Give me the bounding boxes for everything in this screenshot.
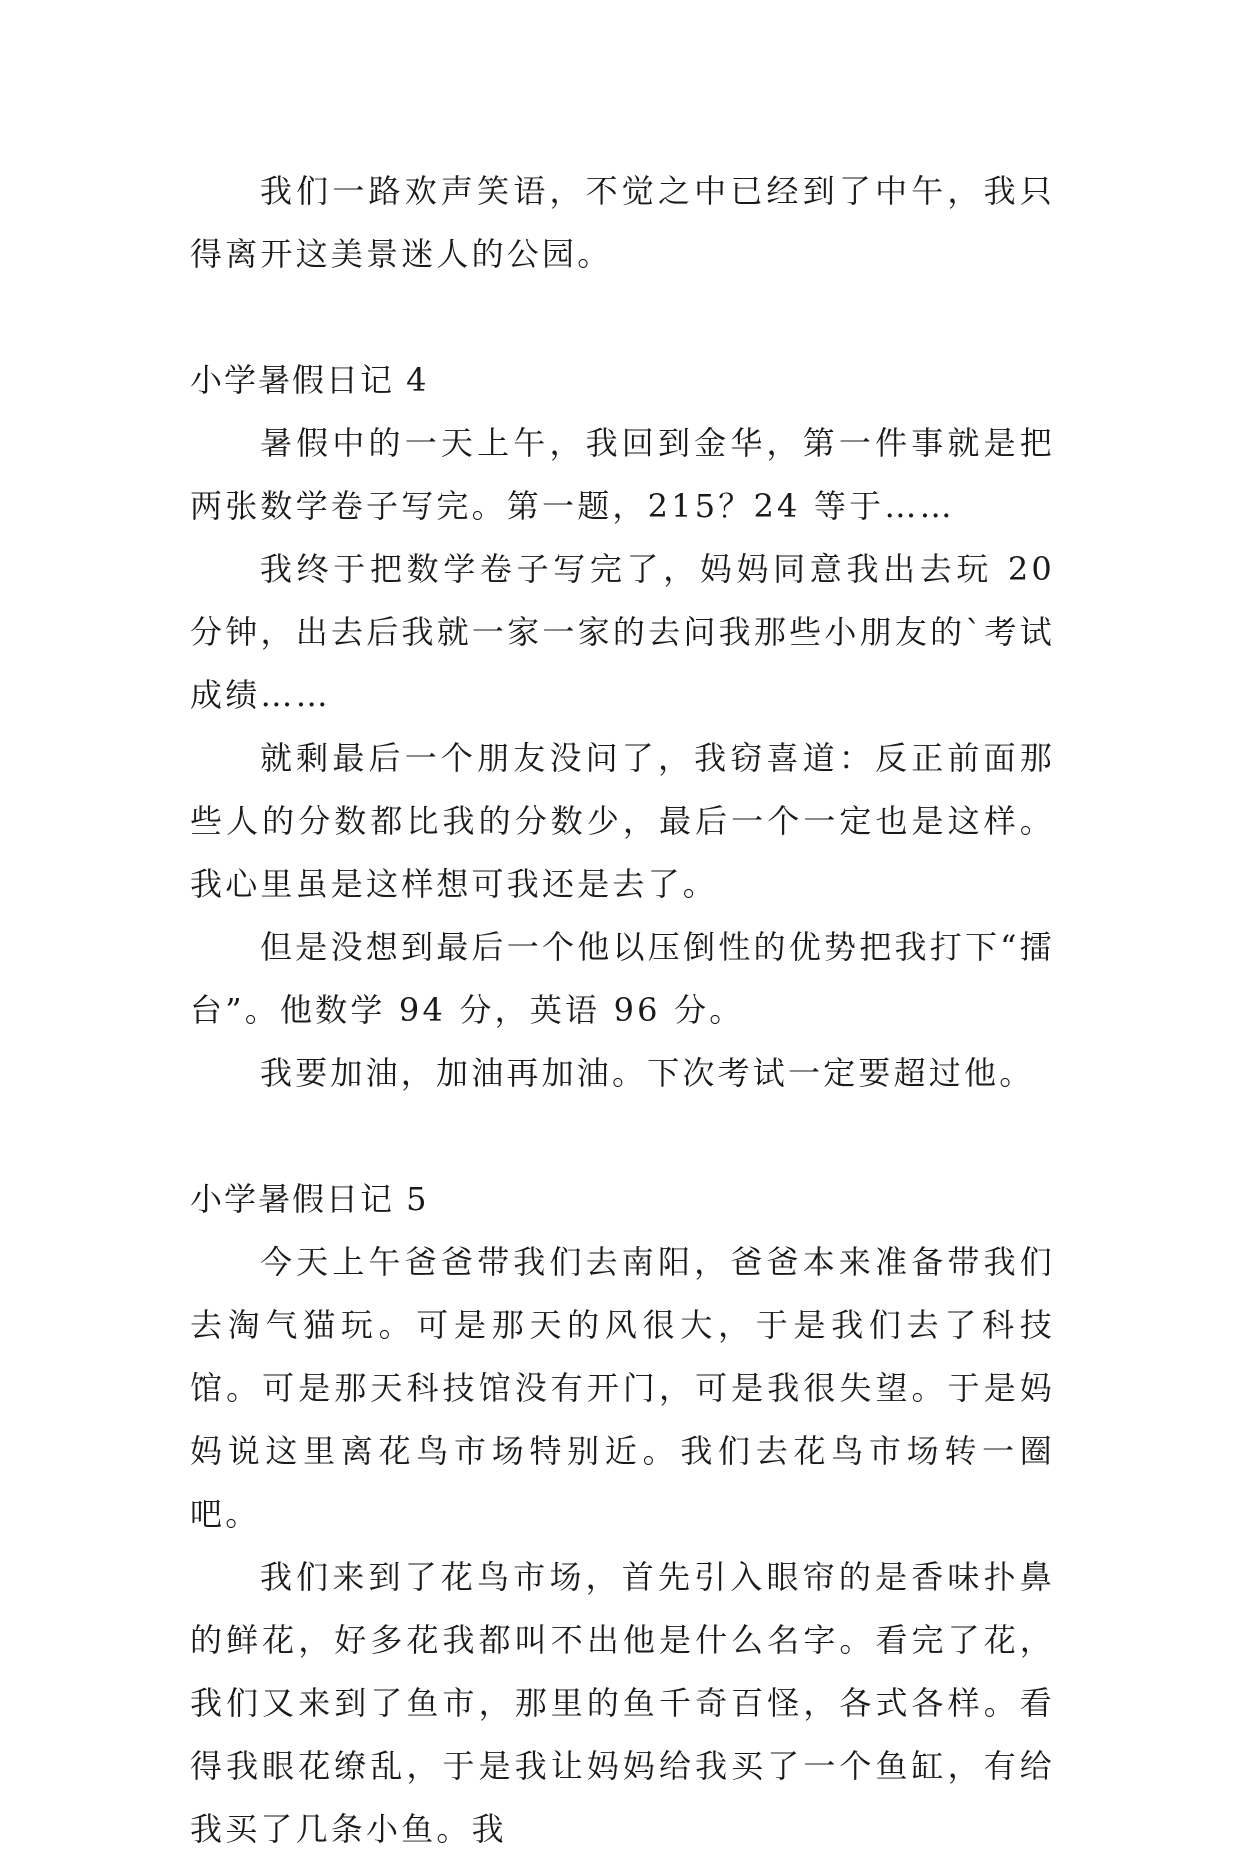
paragraph: 我们一路欢声笑语，不觉之中已经到了中午，我只得离开这美景迷人的公园。 xyxy=(190,172,1055,273)
paragraph: 我要加油，加油再加油。下次考试一定要超过他。 xyxy=(260,1054,1035,1092)
section-heading: 小学暑假日记 5 xyxy=(190,1180,429,1218)
section-spacer xyxy=(190,286,1055,349)
section-spacer xyxy=(190,1105,1055,1168)
document-body xyxy=(190,160,1055,1861)
paragraph: 就剩最后一个朋友没问了，我窃喜道：反正前面那些人的分数都比我的分数少，最后一个一定也是这样。我心里虽是这样想可我还是去了。 xyxy=(190,739,1055,903)
paragraph: 今天上午爸爸带我们去南阳，爸爸本来准备带我们去淘气猫玩。可是那天的风很大，于是我们去了科技馆。可是那天科技馆没有开门，可是我很失望。于是妈妈说这里离花鸟市场特别近。我们去花鸟市场转一圈吧。 xyxy=(190,1243,1055,1533)
paragraph: 我终于把数学卷子写完了，妈妈同意我出去玩 20 分钟，出去后我就一家一家的去问我那些小朋友的`考试成绩…… xyxy=(190,550,1055,714)
paragraph: 但是没想到最后一个他以压倒性的优势把我打下“擂台”。他数学 94 分，英语 96 分。 xyxy=(190,928,1055,1029)
section-heading: 小学暑假日记 4 xyxy=(190,361,429,399)
paragraph: 我们来到了花鸟市场，首先引入眼帘的是香味扑鼻的鲜花，好多花我都叫不出他是什么名字。看完了花，我们又来到了鱼市，那里的鱼千奇百怪，各式各样。看得我眼花缭乱，于是我让妈妈给我买了一个鱼缸，有给我买了几条小鱼。我 xyxy=(190,1558,1055,1848)
paragraph: 暑假中的一天上午，我回到金华，第一件事就是把两张数学卷子写完。第一题，215？24 等于…… xyxy=(190,424,1055,525)
